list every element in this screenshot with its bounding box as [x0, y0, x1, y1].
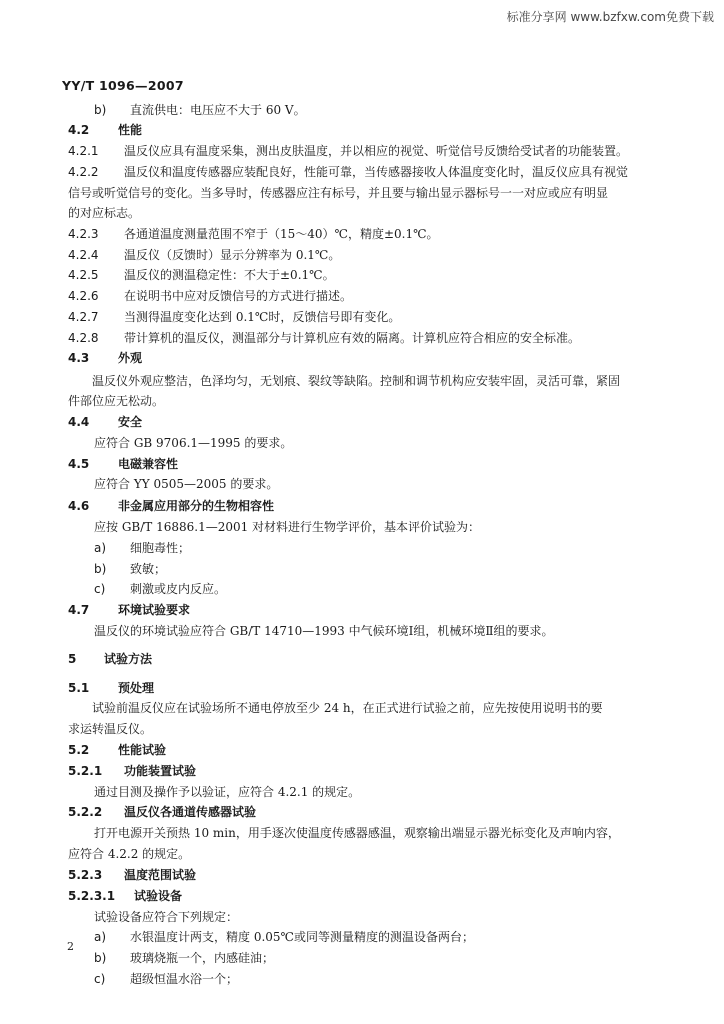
clause-text: 温反仪的测温稳定性：不大于±0.1℃。 — [124, 268, 335, 282]
clause-number: 4.6 — [68, 499, 90, 513]
section-line — [68, 497, 668, 515]
clause-number: 4.2.7 — [68, 310, 99, 324]
clause-text: 应符合 GB 9706.1—1995 的要求。 — [94, 436, 293, 450]
section-line — [68, 803, 668, 821]
clause-text: 致敏； — [130, 562, 167, 576]
clause-text: 各通道温度测量范围不窄于（15～40）℃，精度±0.1℃。 — [124, 227, 439, 241]
clause-text: 当测得温度变化达到 0.1℃时，反馈信号即有变化。 — [124, 310, 401, 324]
clause-number: 5 — [68, 652, 77, 666]
clause-number: b) — [94, 103, 107, 117]
section-line — [68, 142, 668, 160]
section-line — [68, 762, 668, 780]
clause-number: 5.2 — [68, 743, 90, 757]
clause-number: 5.1 — [68, 681, 90, 695]
text-line — [94, 434, 694, 452]
clause-heading: 温反仪各通道传感器试验 — [124, 805, 257, 819]
clause-number: c) — [94, 972, 106, 986]
section-line — [68, 225, 668, 243]
clause-number: a) — [94, 541, 107, 555]
section-line — [94, 580, 694, 598]
clause-heading: 安全 — [118, 415, 143, 429]
clause-number: 4.2.1 — [68, 144, 99, 158]
section-line — [94, 970, 694, 988]
clause-heading: 非金属应用部分的生物相容性 — [118, 499, 275, 513]
clause-text: 直流供电：电压应不大于 60 V。 — [130, 103, 306, 117]
clause-heading: 试验设备 — [134, 889, 183, 903]
section-line — [68, 650, 668, 668]
clause-number: 4.2.3 — [68, 227, 99, 241]
clause-heading: 预处理 — [118, 681, 155, 695]
clause-text: 温反仪和温度传感器应装配良好，性能可靠，当传感器接收人体温度变化时，温反仪应具有视觉 — [124, 165, 629, 179]
clause-text: 应按 GB/T 16886.1—2001 对材料进行生物学评价，基本评价试验为： — [94, 520, 481, 534]
section-line — [94, 560, 694, 578]
text-line — [94, 518, 694, 536]
clause-heading: 环境试验要求 — [118, 603, 191, 617]
section-line — [68, 266, 668, 284]
clause-number: 4.2.6 — [68, 289, 99, 303]
clause-number: 4.2.2 — [68, 165, 99, 179]
section-line — [94, 101, 694, 119]
text-line — [68, 184, 668, 202]
clause-text: 在说明书中应对反馈信号的方式进行描述。 — [124, 289, 353, 303]
clause-number: b) — [94, 562, 107, 576]
clause-number: 4.2 — [68, 123, 90, 137]
clause-text: 玻璃烧瓶一个，内感硅油； — [130, 951, 275, 965]
clause-heading: 外观 — [118, 351, 143, 365]
clause-number: 5.2.1 — [68, 764, 103, 778]
clause-number: 5.2.3.1 — [68, 889, 116, 903]
text-line — [94, 622, 694, 640]
section-line — [68, 413, 668, 431]
clause-number: 4.4 — [68, 415, 90, 429]
clause-text: 温反仪外观应整洁，色泽均匀，无划痕、裂纹等缺陷。控制和调节机构应安装牢固，灵活可靠，紧固 — [92, 374, 621, 388]
clause-heading: 功能装置试验 — [124, 764, 197, 778]
section-line — [68, 121, 668, 139]
clause-text: 的对应标志。 — [68, 206, 141, 220]
text-line — [94, 824, 694, 842]
section-line — [68, 866, 668, 884]
clause-text: 温反仪应具有温度采集，测出皮肤温度，并以相应的视觉、听觉信号反馈给受试者的功能装置。 — [124, 144, 629, 158]
clause-number: 4.2.5 — [68, 268, 99, 282]
clause-number: 5.2.2 — [68, 805, 103, 819]
text-line — [94, 783, 694, 801]
clause-number: b) — [94, 951, 107, 965]
clause-text: 信号或听觉信号的变化。当多导时，传感器应注有标号，并且要与输出显示器标号一一对应或应有明显 — [68, 186, 609, 200]
clause-text: 应符合 4.2.2 的规定。 — [68, 847, 191, 861]
clause-text: 应符合 YY 0505—2005 的要求。 — [94, 477, 279, 491]
text-line — [92, 699, 692, 717]
page-number: 2 — [67, 940, 74, 953]
clause-number: 4.2.8 — [68, 331, 99, 345]
section-line — [94, 928, 694, 946]
section-line — [94, 949, 694, 967]
section-line — [68, 601, 668, 619]
clause-number: 4.5 — [68, 457, 90, 471]
clause-text: 件部位应无松动。 — [68, 394, 165, 408]
clause-text: 水银温度计两支，精度 0.05℃或同等测量精度的测温设备两台； — [130, 930, 474, 944]
clause-text: 刺激或皮内反应。 — [130, 582, 227, 596]
clause-text: 求运转温反仪。 — [68, 722, 153, 736]
section-line — [94, 539, 694, 557]
clause-number: 5.2.3 — [68, 868, 103, 882]
clause-text: 通过目测及操作予以验证，应符合 4.2.1 的规定。 — [94, 785, 361, 799]
clause-text: 打开电源开关预热 10 min，用手逐次使温度传感器感温，观察输出端显示器光标变化及声响内容， — [94, 826, 620, 840]
section-line — [68, 679, 668, 697]
text-line — [68, 392, 668, 410]
clause-number: 4.2.4 — [68, 248, 99, 262]
clause-text: 带计算机的温反仪，测温部分与计算机应有效的隔离。计算机应符合相应的安全标准。 — [124, 331, 581, 345]
clause-heading: 性能 — [118, 123, 143, 137]
section-line — [68, 287, 668, 305]
clause-text: 超级恒温水浴一个； — [130, 972, 239, 986]
text-line — [92, 372, 692, 390]
section-line — [68, 887, 668, 905]
clause-text: 温反仪（反馈时）显示分辨率为 0.1℃。 — [124, 248, 341, 262]
clause-text: 细胞毒性； — [130, 541, 191, 555]
section-line — [68, 741, 668, 759]
section-line — [68, 455, 668, 473]
section-line — [68, 246, 668, 264]
clause-number: 4.3 — [68, 351, 90, 365]
standard-code: YY/T 1096—2007 — [62, 78, 184, 93]
text-line — [68, 720, 668, 738]
clause-heading: 试验方法 — [104, 652, 153, 666]
site-watermark: 标准分享网 www.bzfxw.com免费下载 — [506, 10, 714, 24]
clause-number: c) — [94, 582, 106, 596]
clause-text: 温反仪的环境试验应符合 GB/T 14710—1993 中气候环境Ⅰ组，机械环境Ⅱ组的要求。 — [94, 624, 554, 638]
text-line — [68, 204, 668, 222]
text-line — [68, 845, 668, 863]
clause-text: 试验前温反仪应在试验场所不通电停放至少 24 h，在正式进行试验之前，应先按使用说明书的要 — [92, 701, 603, 715]
text-line — [94, 908, 694, 926]
section-line — [68, 349, 668, 367]
clause-heading: 温度范围试验 — [124, 868, 197, 882]
clause-heading: 性能试验 — [118, 743, 167, 757]
section-line — [68, 329, 668, 347]
clause-text: 试验设备应符合下列规定： — [94, 910, 239, 924]
text-line — [94, 475, 694, 493]
section-line — [68, 163, 668, 181]
clause-number: a) — [94, 930, 107, 944]
section-line — [68, 308, 668, 326]
clause-heading: 电磁兼容性 — [118, 457, 179, 471]
clause-number: 4.7 — [68, 603, 90, 617]
